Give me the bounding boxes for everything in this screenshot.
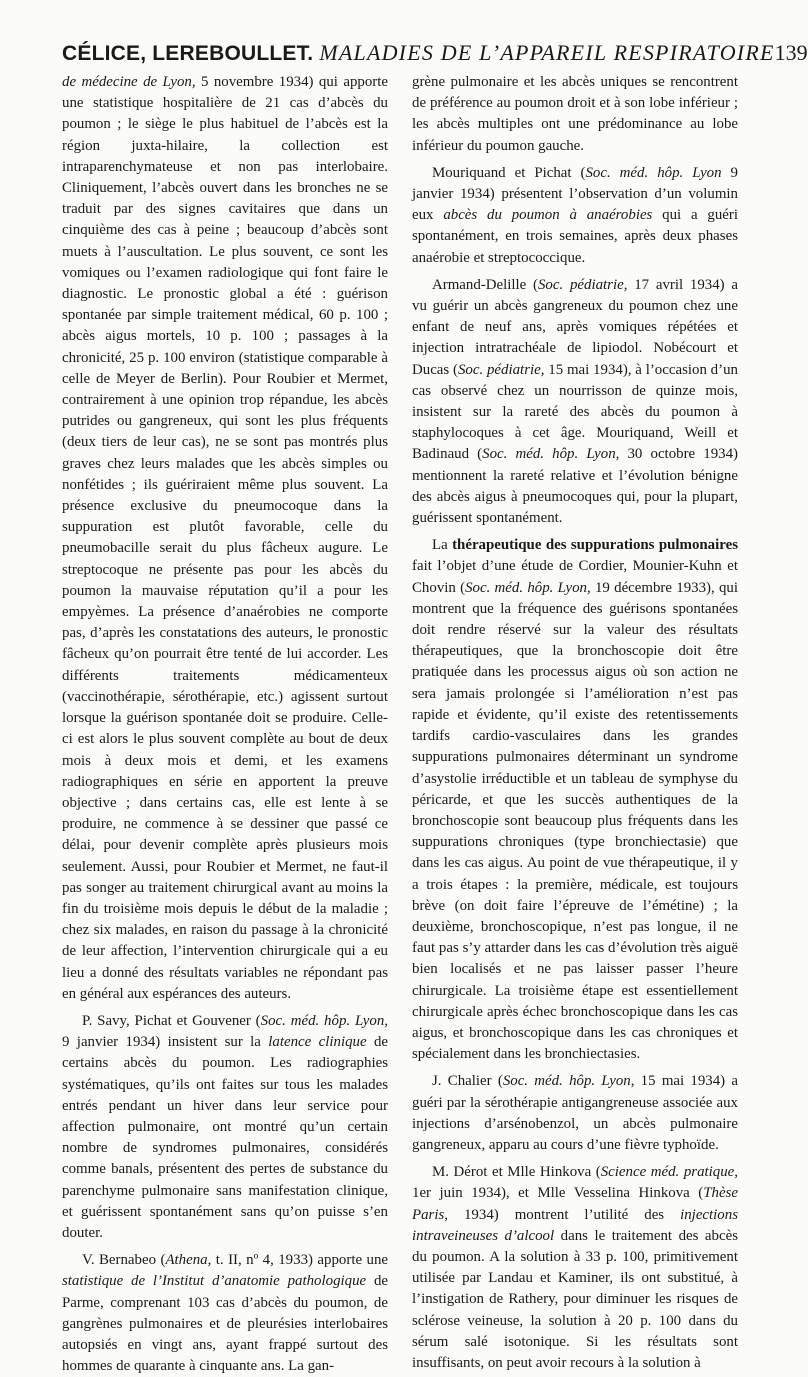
paragraph-roubier-mermet — [62, 72, 388, 1005]
emphasis-italic: abcès du poumon à anaérobies — [443, 207, 653, 224]
paragraph-text: qui a guéri spontanément, en trois semaines, après deux phases anaérobie et streptococcique. — [412, 207, 738, 266]
emphasis-italic: statistique de l’Institut d’anatomie pathologique — [62, 1273, 367, 1290]
paragraph-text: V. Bernabeo ( — [82, 1252, 166, 1269]
paragraph-text: dans le traitement des abcès du poumon. A la solution à 33 p. 100, primitivement utilisée par Landau et Kaminer, ils ont substitué, à l’instigation de Rathery, pour diminuer les risques de sclérose veineuse, la solution à 20 p. 100 dans du sérum salé isotonique. Si les résultats sont insuffisants, on peut avoir recours à la solution à — [412, 1227, 738, 1371]
citation-italic: Soc. pédiatrie, — [457, 361, 545, 378]
paragraph-chalier — [412, 1071, 738, 1156]
paragraph-text: 19 décembre 1933), qui montrent que la fréquence des guérisons spontanées doit rendre réservé sur la valeur des résultats thérapeutiques, que la bronchoscopie doit être pratiquée dans les processus aigus où son action ne sera jamais prolongée si l’amélioration n’est pas rapide et évidente, qu’il existe des retentissements tardifs cardio-vasculaires dans les grandes suppurations pulmonaires déterminant un syndrome d’asystolie irréductible et un tableau de symphyse du péricarde, et que les succès authentiques de la bronchoscopie sont beaucoup plus fréquents dans les suppurations chroniques (type bronchiectasie) que dans les cas aigus. Au point de vue thérapeutique, il y a trois étapes : la première, médicale, est toujours brève (on doit faire l’épreuve de l’émétine) ; la deuxième, bronchoscopique, n’est pas longue, il ne faut pas s’y attarder dans les cas d’évolution très aiguë bien localisés et ne pas laisser passer l’heure chirurgicale. La troisième étape est essentiellement chirurgicale après échec bronchoscopique dans les cas aigus, et bronchoscopique dans les cas chroniques et spécialement dans les bronchiectasies. — [412, 579, 738, 1063]
paragraph-text: 9 janvier 1934) insistent sur la — [62, 1034, 269, 1051]
paragraph-text: 17 avril 1934) a vu guérir un abcès gangreneux du poumon chez une enfant de neuf ans, après vomiques répétées et injection intratrachéale de lipiodol. Nobécourt et Ducas ( — [412, 276, 738, 378]
running-head-title: MALADIES DE L’APPAREIL RESPIRATOIRE — [319, 40, 775, 65]
paragraph-savy — [62, 1011, 388, 1244]
right-column — [412, 72, 739, 1371]
paragraph-therapeutique — [412, 535, 738, 1065]
citation-italic: Athena, — [165, 1252, 212, 1269]
paragraph-text: de Parme, comprenant 103 cas d’abcès du poumon, de gangrènes pulmonaires et de pleurésies interlobaires autopsiés en vingt ans, ayant frappé surtout des hommes de quarante à cinquante ans. La gan- — [62, 1273, 389, 1375]
left-column — [62, 72, 389, 1375]
paragraph-continuation — [412, 72, 738, 157]
paragraph-text: M. Dérot et Mlle Hinkova ( — [432, 1164, 601, 1181]
paragraph-text: grène pulmonaire et les abcès uniques se rencontrent de préférence au poumon droit et à son lobe inférieur ; les abcès multiples ont une prédominance au lobe inférieur du poumon gauche. — [412, 74, 738, 154]
paragraph-text: La — [432, 537, 453, 554]
running-head — [62, 40, 808, 76]
citation-italic: Thèse Paris, — [412, 1185, 738, 1223]
paragraph-text: 1er juin 1934), et Mlle Vesselina Hinkova ( — [412, 1185, 704, 1202]
paragraph-text: 15 mai 1934), à l’occasion d’un cas observé chez un nourrisson de quinze mois, insistent sur la rareté des abcès du poumon à staphylocoques à cet âge. Mouriquand, Weill et Badinaud ( — [412, 361, 738, 463]
section-heading-bold: thérapeutique des suppurations pulmonaires — [452, 537, 738, 554]
paragraph-text: Mouriquand et Pichat ( — [432, 164, 586, 181]
paragraph-text: de certains abcès du poumon. Les radiographies systématiques, qu’ils ont faites sur tous les malades entrés pendant un hiver dans leur service pour affection pulmonaire, ont montré qu’un certain nombre de syndromes pulmonaires, considérés comme banals, présentent des pertes de substance du parenchyme pulmonaire sans manifestation clinique, et guérissent spontanément sans qu’on puisse s’en douter. — [62, 1034, 389, 1241]
citation-italic: Soc. méd. hôp. Lyon, — [482, 446, 620, 463]
page-number: 139 — [774, 40, 808, 65]
paragraph-text: Armand-Delille ( — [432, 276, 538, 293]
paragraph-text: 5 novembre 1934) qui apporte une statistique hospitalière de 21 cas d’abcès du poumon ; le siège le plus habituel de l’abcès est la région juxta-hilaire, la collection est intraparenchymateuse et non pas interlobaire. Cliniquement, l’abcès ouvert dans les bronches ne se traduit par des signes cavitaires que dans un cinquième des cas à peine ; beaucoup d’abcès sont muets à l’auscultation. Le plus souvent, ce sont les vomiques ou l’examen radiologique qui font faire le diagnostic. Le pronostic global a été : guérison spontanée par simple traitement médical, 60 p. 100 ; abcès aigus mortels, 10 p. 100 ; passages à la chronicité, 25 p. 100 environ (statistique comparable à celle de Meyer de Berlin). Pour Roubier et Mermet, contrairement à une opinion trop répandue, les abcès putrides ou gangreneux, qui sont les plus fréquents (deux tiers de leur cas), ne se sont pas montrés plus graves chez leurs malades que les abcès simples ou nonfétides ; ils guériraient même plus souvent. La présence exclusive du pneumocoque dans la suppuration est plutôt favorable, celle du pneumobacille serait du plus fâcheux augure. Le streptocoque ne présente pas pour les abcès du poumon la mauvaise réputation qu’il a pour les empyèmes. La présence d’anaérobies ne comporte pas, d’après les constatations des auteurs, le pronostic fâcheux qu’on pourrait être tenté de lui accorder. Les différents traitements médicamenteux (vaccinothérapie, sérothérapie, etc.) agissent surtout lorsque la guérison spontanée doit se produire. Celle-ci est alors le plus souvent complète au bout de deux mois à deux mois et demi, et les examens radiographiques en série en apportent la preuve objective ; dans certains cas, elle est lente à se produire, ne commence à se dessiner que passé ce délai, pour devenir complète après plusieurs mois seulement. Aussi, pour Roubier et Mermet, ne faut-il pas songer au traitement chirurgical avant au moins la fin du troisième mois depuis le début de la maladie ; chez six malades, en raison du passage à la chronicité de leur affection, l’intervention chirurgicale qui a eu lieu a donné des résultats variables ne répondant pas en général aux espérances des auteurs. — [62, 74, 388, 1002]
paragraph-text: fait l’objet d’une étude de Cordier, Mounier-Kuhn et Chovin ( — [412, 558, 738, 596]
paragraph-armand-delille — [412, 275, 738, 529]
paragraph-text: J. Chalier ( — [432, 1073, 503, 1090]
emphasis-italic: latence clinique — [268, 1034, 367, 1051]
paragraph-text: 30 octobre 1934) mentionnent la rareté relative et l’évolution bénigne des abcès aigus à pneumocoques qui, pour la plupart, guérissent spontanément. — [412, 446, 739, 527]
paragraph-text: P. Savy, Pichat et Gouvener ( — [82, 1012, 261, 1029]
paragraph-text: t. II, nº 4, 1933) apporte une — [211, 1252, 388, 1269]
text-columns — [62, 72, 739, 1375]
paragraph-text: 1934) montrent l’utilité des — [448, 1206, 681, 1223]
paragraph-mouriquand-pichat — [412, 163, 738, 269]
citation-italic: Soc. pédiatrie, — [537, 276, 628, 293]
paragraph-bernabeo — [62, 1250, 388, 1377]
citation-italic: Science méd. pratique, — [600, 1164, 739, 1181]
running-head-authors: CÉLICE, LEREBOULLET. — [62, 42, 314, 65]
paragraph-text: 15 mai 1934) a guéri par la sérothérapie antigangreneuse associée aux injections d’arsénobenzol, un abcès pulmonaire gangreneux, apparu au cours d’une fièvre typhoïde. — [412, 1073, 739, 1153]
paragraph-text: 9 janvier 1934) présentent l’observation d’un volumin eux — [412, 164, 739, 224]
citation-italic: de médecine de Lyon, — [62, 74, 196, 90]
paragraph-derot-hinkova — [412, 1162, 738, 1374]
citation-italic: Soc. méd. hôp. Lyon, — [465, 579, 591, 596]
citation-italic: Soc. méd. hôp. Lyon, — [260, 1012, 389, 1029]
citation-italic: Soc. méd. hôp. Lyon — [585, 164, 722, 181]
emphasis-italic: injections intraveineuses d’alcool — [412, 1206, 738, 1244]
citation-italic: Soc. méd. hôp. Lyon, — [502, 1073, 635, 1090]
